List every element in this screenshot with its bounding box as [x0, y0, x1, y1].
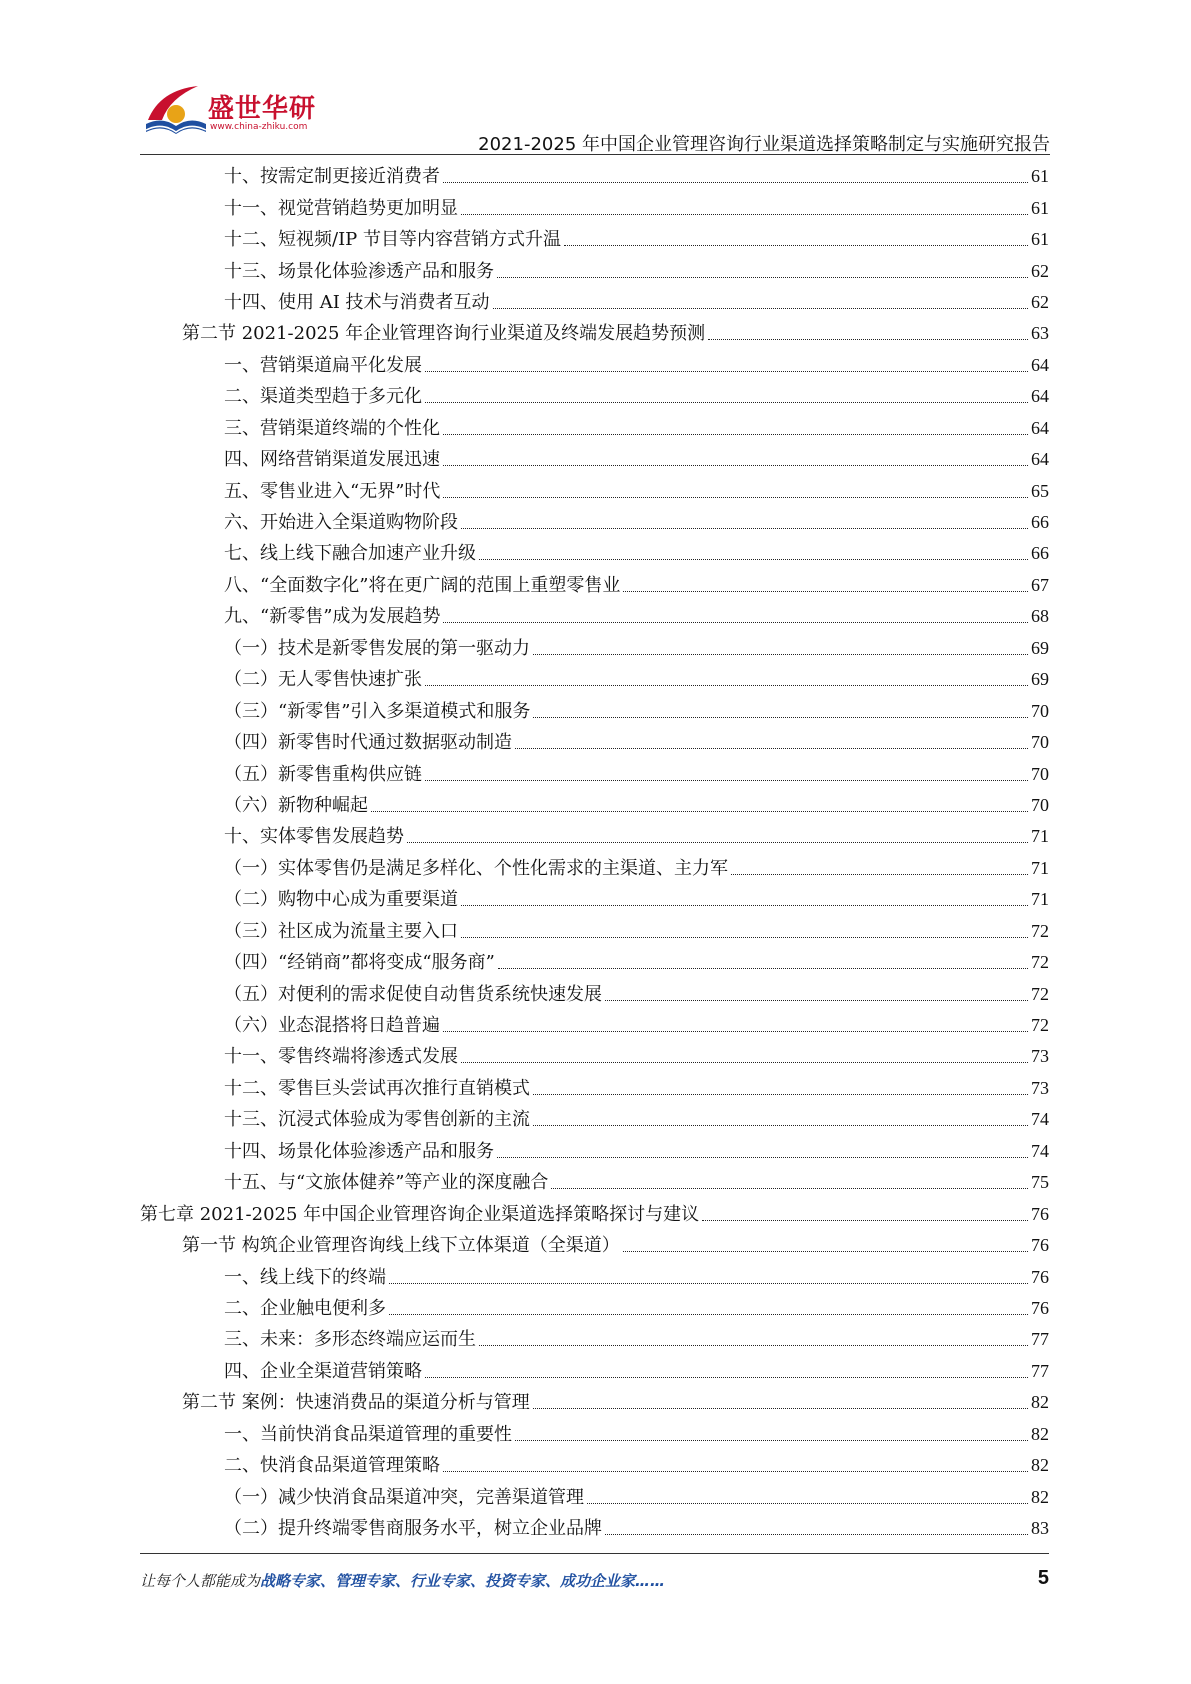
toc-entry-page: 76 [1031, 1266, 1049, 1287]
toc-entry[interactable] [140, 727, 1049, 758]
toc-entry-page: 64 [1031, 354, 1049, 375]
toc-dot-leader [515, 1426, 1028, 1441]
toc-dot-leader [407, 828, 1028, 843]
toc-dot-leader [533, 1394, 1028, 1409]
toc-dot-leader [425, 1363, 1028, 1378]
toc-entry[interactable] [140, 350, 1049, 381]
toc-entry[interactable] [140, 1450, 1049, 1481]
toc-dot-leader [493, 294, 1028, 309]
toc-entry-page: 70 [1031, 700, 1049, 721]
toc-entry-title: 十、实体零售发展趋势 [224, 826, 404, 848]
toc-entry[interactable] [140, 1356, 1049, 1387]
toc-entry[interactable] [140, 192, 1049, 223]
toc-entry-title: （五）新零售重构供应链 [224, 763, 422, 785]
toc-dot-leader [533, 1080, 1028, 1095]
toc-entry-page: 66 [1031, 543, 1049, 564]
toc-entry[interactable] [140, 1167, 1049, 1198]
toc-entry-page: 64 [1031, 417, 1049, 438]
toc-entry-title: 十、按需定制更接近消费者 [224, 166, 440, 188]
toc-dot-leader [461, 891, 1028, 906]
toc-dot-leader [623, 1237, 1028, 1252]
toc-entry[interactable] [140, 853, 1049, 884]
toc-entry[interactable] [140, 978, 1049, 1009]
toc-entry-title: 二、快消食品渠道管理策略 [224, 1455, 440, 1477]
toc-entry-title: 第二节 2021-2025 年企业管理咨询行业渠道及终端发展趋势预测 [182, 323, 706, 345]
toc-entry-page: 76 [1031, 1235, 1049, 1256]
toc-dot-leader [479, 545, 1028, 560]
toc-entry[interactable] [140, 1073, 1049, 1104]
toc-entry-page: 76 [1031, 1203, 1049, 1224]
toc-entry-page: 67 [1031, 574, 1049, 595]
toc-entry-title: 十一、零售终端将渗透式发展 [224, 1046, 458, 1068]
toc-entry-page: 82 [1031, 1392, 1049, 1413]
toc-dot-leader [497, 1143, 1028, 1158]
toc-entry[interactable] [140, 287, 1049, 318]
toc-entry[interactable] [140, 1041, 1049, 1072]
toc-entry-title: （三）社区成为流量主要入口 [224, 920, 458, 942]
footer-slogan-roles: 战略专家、管理专家、行业专家、投资专家、成功企业家…… [260, 1572, 666, 1590]
book-swoosh-logo-icon [140, 80, 210, 140]
toc-entry-page: 64 [1031, 449, 1049, 470]
toc-entry-title: 十三、场景化体验渗透产品和服务 [224, 260, 494, 282]
toc-entry-page: 64 [1031, 386, 1049, 407]
toc-entry-page: 82 [1031, 1486, 1049, 1507]
toc-entry-page: 71 [1031, 857, 1049, 878]
toc-entry-title: 三、未来：多形态终端应运而生 [224, 1329, 476, 1351]
toc-entry-title: 七、线上线下融合加速产业升级 [224, 543, 476, 565]
toc-entry[interactable] [140, 318, 1049, 349]
toc-entry[interactable] [140, 444, 1049, 475]
toc-entry[interactable] [140, 1010, 1049, 1041]
toc-entry-page: 76 [1031, 1297, 1049, 1318]
table-of-contents [140, 161, 1049, 1544]
toc-entry-title: 二、渠道类型趋于多元化 [224, 386, 422, 408]
toc-entry[interactable] [140, 790, 1049, 821]
toc-entry[interactable] [140, 1198, 1049, 1229]
toc-entry-title: 三、营销渠道终端的个性化 [224, 417, 440, 439]
toc-dot-leader [533, 1111, 1028, 1126]
toc-entry[interactable] [140, 570, 1049, 601]
toc-entry-page: 77 [1031, 1329, 1049, 1350]
toc-entry-title: 十五、与“文旅体健养”等产业的深度融合 [224, 1172, 549, 1194]
toc-dot-leader [425, 388, 1028, 403]
toc-entry-page: 75 [1031, 1172, 1049, 1193]
toc-entry-title: 六、开始进入全渠道购物阶段 [224, 512, 458, 534]
toc-entry-title: 一、营销渠道扁平化发展 [224, 354, 422, 376]
toc-entry[interactable] [140, 413, 1049, 444]
company-logo [140, 80, 320, 144]
toc-dot-leader [425, 671, 1028, 686]
report-title: 2021-2025 年中国企业管理咨询行业渠道选择策略制定与实施研究报告 [478, 134, 1050, 155]
toc-entry[interactable] [140, 475, 1049, 506]
toc-entry[interactable] [140, 507, 1049, 538]
toc-entry-title: 十二、短视频/IP 节目等内容营销方式升温 [224, 229, 562, 251]
toc-entry[interactable] [140, 1513, 1049, 1544]
toc-dot-leader [479, 1331, 1028, 1346]
toc-entry-title: 十四、使用 AI 技术与消费者互动 [224, 291, 490, 313]
toc-entry[interactable] [140, 758, 1049, 789]
toc-entry-title: 第七章 2021-2025 年中国企业管理咨询企业渠道选择策略探讨与建议 [140, 1203, 700, 1225]
toc-entry-title: （三）“新零售”引入多渠道模式和服务 [224, 700, 531, 722]
toc-entry-title: 第一节 构筑企业管理咨询线上线下立体渠道（全渠道） [182, 1235, 620, 1257]
toc-entry-page: 73 [1031, 1046, 1049, 1067]
toc-dot-leader [443, 1457, 1028, 1472]
toc-entry-title: 第二节 案例：快速消费品的渠道分析与管理 [182, 1392, 530, 1414]
toc-dot-leader [461, 514, 1028, 529]
toc-entry[interactable] [140, 1136, 1049, 1167]
toc-entry-page: 62 [1031, 260, 1049, 281]
toc-entry-title: 十一、视觉营销趋势更加明显 [224, 197, 458, 219]
toc-entry-page: 70 [1031, 794, 1049, 815]
toc-entry-title: （二）购物中心成为重要渠道 [224, 889, 458, 911]
toc-entry-page: 77 [1031, 1360, 1049, 1381]
toc-entry[interactable] [140, 947, 1049, 978]
toc-dot-leader [443, 168, 1028, 183]
toc-entry[interactable] [140, 695, 1049, 726]
page-header [140, 80, 1050, 155]
toc-entry-title: 一、当前快消食品渠道管理的重要性 [224, 1423, 512, 1445]
toc-entry[interactable] [140, 821, 1049, 852]
toc-entry-title: 十四、场景化体验渗透产品和服务 [224, 1140, 494, 1162]
toc-dot-leader [443, 420, 1028, 435]
toc-dot-leader [389, 1300, 1028, 1315]
toc-entry[interactable] [140, 1230, 1049, 1261]
toc-entry-page: 70 [1031, 763, 1049, 784]
toc-dot-leader [551, 1174, 1028, 1189]
toc-dot-leader [389, 1269, 1028, 1284]
toc-entry-page: 71 [1031, 826, 1049, 847]
toc-entry[interactable] [140, 255, 1049, 286]
toc-entry-title: 十三、沉浸式体验成为零售创新的主流 [224, 1109, 530, 1131]
toc-entry-page: 70 [1031, 732, 1049, 753]
toc-entry-title: （一）实体零售仍是满足多样化、个性化需求的主渠道、主力军 [224, 857, 728, 879]
toc-entry-page: 83 [1031, 1518, 1049, 1539]
footer-slogan-lead: 让每个人都能成为 [140, 1572, 261, 1590]
toc-entry[interactable] [140, 1261, 1049, 1292]
toc-dot-leader [443, 483, 1028, 498]
toc-entry-title: （二）无人零售快速扩张 [224, 669, 422, 691]
toc-dot-leader [587, 1489, 1028, 1504]
toc-dot-leader [605, 986, 1028, 1001]
toc-entry[interactable] [140, 916, 1049, 947]
toc-entry-title: 九、“新零售”成为发展趋势 [224, 606, 441, 628]
toc-entry-page: 72 [1031, 983, 1049, 1004]
toc-entry[interactable] [140, 161, 1049, 192]
toc-entry-page: 72 [1031, 1015, 1049, 1036]
logo-name: 盛世华研 [208, 94, 317, 124]
toc-dot-leader [461, 200, 1028, 215]
toc-dot-leader [708, 325, 1028, 340]
toc-entry-page: 74 [1031, 1140, 1049, 1161]
logo-url: www.china-zhiku.com [210, 122, 308, 132]
toc-entry-page: 61 [1031, 197, 1049, 218]
toc-dot-leader [702, 1206, 1028, 1221]
toc-entry[interactable] [140, 381, 1049, 412]
toc-entry-page: 61 [1031, 229, 1049, 250]
toc-entry[interactable] [140, 538, 1049, 569]
toc-entry-page: 63 [1031, 323, 1049, 344]
toc-entry[interactable] [140, 884, 1049, 915]
toc-entry[interactable] [140, 224, 1049, 255]
toc-dot-leader [605, 1520, 1028, 1535]
toc-dot-leader [498, 954, 1028, 969]
toc-entry-page: 61 [1031, 166, 1049, 187]
toc-entry-page: 69 [1031, 637, 1049, 658]
toc-entry[interactable] [140, 601, 1049, 632]
toc-entry[interactable] [140, 1104, 1049, 1135]
toc-dot-leader [461, 923, 1028, 938]
toc-entry[interactable] [140, 1324, 1049, 1355]
toc-entry-page: 62 [1031, 291, 1049, 312]
toc-dot-leader [497, 263, 1028, 278]
toc-entry[interactable] [140, 1419, 1049, 1450]
page-footer [140, 1567, 1049, 1594]
toc-entry-page: 72 [1031, 920, 1049, 941]
toc-entry-page: 65 [1031, 480, 1049, 501]
toc-entry-title: （五）对便利的需求促使自动售货系统快速发展 [224, 983, 602, 1005]
toc-entry-title: 十二、零售巨头尝试再次推行直销模式 [224, 1077, 530, 1099]
toc-dot-leader [443, 451, 1028, 466]
toc-dot-leader [443, 1017, 1028, 1032]
toc-entry-page: 69 [1031, 669, 1049, 690]
toc-entry-title: 四、企业全渠道营销策略 [224, 1360, 422, 1382]
toc-entry-page: 73 [1031, 1077, 1049, 1098]
toc-entry-page: 68 [1031, 606, 1049, 627]
toc-entry[interactable] [140, 1481, 1049, 1512]
toc-entry[interactable] [140, 633, 1049, 664]
toc-dot-leader [623, 577, 1028, 592]
toc-dot-leader [533, 703, 1028, 718]
toc-dot-leader [371, 797, 1028, 812]
toc-dot-leader [443, 608, 1028, 623]
toc-dot-leader [731, 860, 1028, 875]
toc-dot-leader [425, 766, 1028, 781]
toc-entry-title: 一、线上线下的终端 [224, 1266, 386, 1288]
toc-entry-title: （六）新物种崛起 [224, 794, 368, 816]
header-divider [140, 154, 1050, 155]
toc-entry-page: 66 [1031, 512, 1049, 533]
page-number: 5 [1037, 1567, 1049, 1589]
toc-entry-page: 72 [1031, 952, 1049, 973]
toc-dot-leader [564, 231, 1028, 246]
toc-dot-leader [515, 734, 1028, 749]
toc-entry-title: （一）减少快消食品渠道冲突，完善渠道管理 [224, 1486, 584, 1508]
toc-entry-title: （四）新零售时代通过数据驱动制造 [224, 732, 512, 754]
toc-dot-leader [533, 640, 1028, 655]
toc-entry[interactable] [140, 1293, 1049, 1324]
toc-entry-title: 八、“全面数字化”将在更广阔的范围上重塑零售业 [224, 574, 621, 596]
toc-entry-title: （二）提升终端零售商服务水平，树立企业品牌 [224, 1518, 602, 1540]
toc-entry-page: 82 [1031, 1455, 1049, 1476]
toc-entry-page: 82 [1031, 1423, 1049, 1444]
toc-entry-title: 四、网络营销渠道发展迅速 [224, 449, 440, 471]
toc-entry-page: 71 [1031, 889, 1049, 910]
toc-entry-page: 74 [1031, 1109, 1049, 1130]
toc-dot-leader [461, 1048, 1028, 1063]
toc-dot-leader [425, 357, 1028, 372]
toc-entry[interactable] [140, 1387, 1049, 1418]
toc-entry-title: （六）业态混搭将日趋普遍 [224, 1015, 440, 1037]
footer-divider [140, 1553, 1049, 1554]
toc-entry[interactable] [140, 664, 1049, 695]
toc-entry-title: （四）“经销商”都将变成“服务商” [224, 952, 495, 974]
toc-entry-title: （一）技术是新零售发展的第一驱动力 [224, 637, 530, 659]
toc-entry-title: 二、企业触电便利多 [224, 1297, 386, 1319]
toc-entry-title: 五、零售业进入“无界”时代 [224, 480, 441, 502]
